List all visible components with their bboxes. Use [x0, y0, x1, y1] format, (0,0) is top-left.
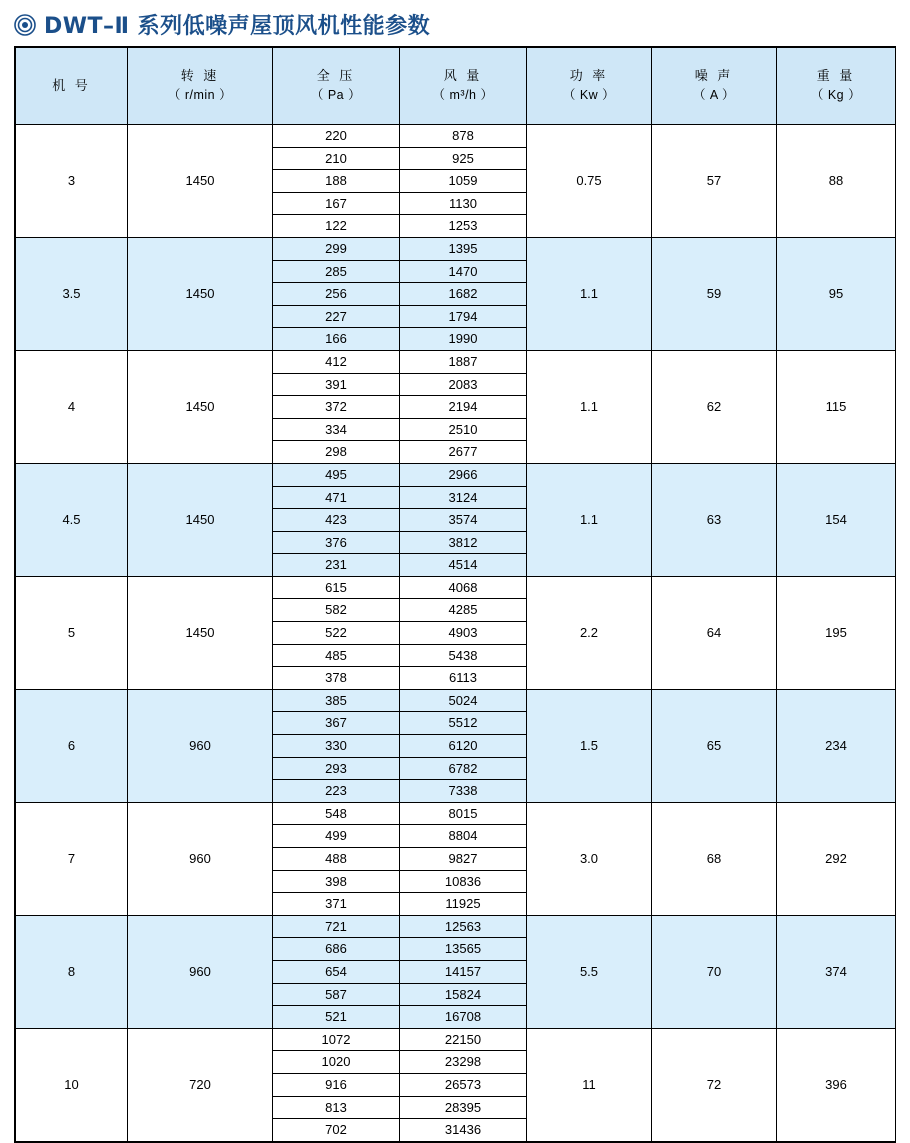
cell-speed: 1450 — [128, 125, 273, 238]
cell-pressure: 285 — [273, 260, 400, 283]
cell-flow: 9827 — [400, 848, 527, 871]
cell-noise: 59 — [652, 237, 777, 350]
cell-speed: 1450 — [128, 463, 273, 576]
cell-flow: 28395 — [400, 1096, 527, 1119]
cell-pressure: 471 — [273, 486, 400, 509]
cell-flow: 925 — [400, 147, 527, 170]
table-row — [16, 237, 896, 260]
cell-weight: 154 — [777, 463, 896, 576]
cell-pressure: 220 — [273, 125, 400, 148]
table-row — [16, 350, 896, 373]
cell-speed: 960 — [128, 802, 273, 915]
header-pressure — [273, 48, 400, 125]
cell-pressure: 654 — [273, 960, 400, 983]
cell-flow: 1130 — [400, 192, 527, 215]
header-power-line2: （ Kw ） — [562, 88, 616, 103]
cell-flow: 2083 — [400, 373, 527, 396]
cell-pressure: 813 — [273, 1096, 400, 1119]
header-row — [16, 48, 896, 125]
cell-flow: 23298 — [400, 1051, 527, 1074]
cell-speed: 1450 — [128, 576, 273, 689]
cell-flow: 3812 — [400, 531, 527, 554]
cell-flow: 1395 — [400, 237, 527, 260]
header-noise — [652, 48, 777, 125]
cell-pressure: 334 — [273, 418, 400, 441]
table-header — [16, 48, 896, 125]
cell-flow: 2510 — [400, 418, 527, 441]
cell-pressure: 376 — [273, 531, 400, 554]
cell-model: 6 — [16, 689, 128, 802]
cell-flow: 26573 — [400, 1073, 527, 1096]
cell-flow: 15824 — [400, 983, 527, 1006]
cell-pressure: 122 — [273, 215, 400, 238]
cell-pressure: 223 — [273, 780, 400, 803]
cell-model: 4.5 — [16, 463, 128, 576]
cell-pressure: 188 — [273, 170, 400, 193]
cell-pressure: 256 — [273, 283, 400, 306]
table-row — [16, 125, 896, 148]
cell-flow: 6113 — [400, 667, 527, 690]
cell-pressure: 210 — [273, 147, 400, 170]
cell-noise: 62 — [652, 350, 777, 463]
cell-speed: 1450 — [128, 350, 273, 463]
cell-pressure: 721 — [273, 915, 400, 938]
cell-flow: 2194 — [400, 396, 527, 419]
cell-flow: 31436 — [400, 1119, 527, 1142]
cell-pressure: 686 — [273, 938, 400, 961]
cell-flow: 3574 — [400, 509, 527, 532]
cell-flow: 878 — [400, 125, 527, 148]
cell-flow: 1794 — [400, 305, 527, 328]
header-weight-line1: 重 量 — [816, 68, 856, 84]
cell-pressure: 702 — [273, 1119, 400, 1142]
cell-model: 10 — [16, 1028, 128, 1141]
cell-flow: 10836 — [400, 870, 527, 893]
cell-speed: 720 — [128, 1028, 273, 1141]
cell-noise: 57 — [652, 125, 777, 238]
cell-flow: 1059 — [400, 170, 527, 193]
cell-flow: 16708 — [400, 1006, 527, 1029]
cell-speed: 1450 — [128, 237, 273, 350]
cell-flow: 8804 — [400, 825, 527, 848]
cell-flow: 3124 — [400, 486, 527, 509]
cell-model: 3.5 — [16, 237, 128, 350]
cell-pressure: 298 — [273, 441, 400, 464]
table-body — [16, 125, 896, 1142]
cell-flow: 5438 — [400, 644, 527, 667]
cell-pressure: 371 — [273, 893, 400, 916]
cell-model: 8 — [16, 915, 128, 1028]
cell-speed: 960 — [128, 915, 273, 1028]
cell-noise: 63 — [652, 463, 777, 576]
header-weight-line2: （ Kg ） — [810, 88, 862, 103]
cell-pressure: 367 — [273, 712, 400, 735]
table-row — [16, 1028, 896, 1051]
table-row — [16, 463, 896, 486]
cell-pressure: 499 — [273, 825, 400, 848]
cell-power: 1.1 — [527, 350, 652, 463]
cell-flow: 1470 — [400, 260, 527, 283]
cell-flow: 5512 — [400, 712, 527, 735]
cell-pressure: 488 — [273, 848, 400, 871]
cell-power: 11 — [527, 1028, 652, 1141]
cell-pressure: 485 — [273, 644, 400, 667]
header-power-line1: 功 率 — [569, 68, 609, 84]
cell-flow: 4068 — [400, 576, 527, 599]
header-model — [16, 48, 128, 125]
header-noise-line1: 噪 声 — [694, 68, 734, 84]
cell-speed: 960 — [128, 689, 273, 802]
target-circle-icon — [14, 14, 36, 36]
cell-pressure: 330 — [273, 735, 400, 758]
cell-noise: 65 — [652, 689, 777, 802]
cell-flow: 4903 — [400, 622, 527, 645]
cell-pressure: 227 — [273, 305, 400, 328]
cell-flow: 5024 — [400, 689, 527, 712]
cell-pressure: 398 — [273, 870, 400, 893]
cell-power: 1.1 — [527, 237, 652, 350]
cell-noise: 64 — [652, 576, 777, 689]
cell-flow: 1887 — [400, 350, 527, 373]
cell-pressure: 299 — [273, 237, 400, 260]
cell-pressure: 167 — [273, 192, 400, 215]
cell-flow: 1990 — [400, 328, 527, 351]
cell-pressure: 916 — [273, 1073, 400, 1096]
cell-noise: 70 — [652, 915, 777, 1028]
header-model-line1: 机 号 — [52, 77, 91, 93]
header-speed-line2: （ r/min ） — [167, 88, 233, 103]
cell-pressure: 385 — [273, 689, 400, 712]
cell-power: 1.5 — [527, 689, 652, 802]
cell-weight: 292 — [777, 802, 896, 915]
cell-pressure: 587 — [273, 983, 400, 1006]
cell-weight: 95 — [777, 237, 896, 350]
header-power — [527, 48, 652, 125]
cell-pressure: 521 — [273, 1006, 400, 1029]
spec-table — [15, 47, 896, 1142]
table-row — [16, 576, 896, 599]
cell-model: 3 — [16, 125, 128, 238]
table-row — [16, 915, 896, 938]
cell-flow: 4285 — [400, 599, 527, 622]
cell-pressure: 391 — [273, 373, 400, 396]
cell-weight: 115 — [777, 350, 896, 463]
cell-flow: 2966 — [400, 463, 527, 486]
header-pressure-line2: （ Pa ） — [310, 88, 362, 103]
cell-flow: 11925 — [400, 893, 527, 916]
cell-flow: 12563 — [400, 915, 527, 938]
header-flow-line1: 风 量 — [443, 68, 483, 84]
header-pressure-line1: 全 压 — [316, 68, 356, 84]
cell-power: 2.2 — [527, 576, 652, 689]
cell-pressure: 582 — [273, 599, 400, 622]
header-flow-line2: （ m³/h ） — [432, 88, 494, 103]
cell-weight: 88 — [777, 125, 896, 238]
header-speed — [128, 48, 273, 125]
cell-pressure: 1072 — [273, 1028, 400, 1051]
cell-model: 4 — [16, 350, 128, 463]
cell-pressure: 615 — [273, 576, 400, 599]
cell-pressure: 412 — [273, 350, 400, 373]
cell-pressure: 522 — [273, 622, 400, 645]
cell-flow: 1253 — [400, 215, 527, 238]
cell-pressure: 423 — [273, 509, 400, 532]
cell-pressure: 378 — [273, 667, 400, 690]
table-row — [16, 689, 896, 712]
cell-weight: 374 — [777, 915, 896, 1028]
cell-flow: 8015 — [400, 802, 527, 825]
cell-weight: 195 — [777, 576, 896, 689]
cell-flow: 13565 — [400, 938, 527, 961]
header-weight — [777, 48, 896, 125]
cell-flow: 14157 — [400, 960, 527, 983]
header-flow — [400, 48, 527, 125]
cell-noise: 72 — [652, 1028, 777, 1141]
table-row — [16, 802, 896, 825]
cell-flow: 1682 — [400, 283, 527, 306]
cell-weight: 396 — [777, 1028, 896, 1141]
spec-table-wrapper — [14, 46, 896, 1143]
cell-flow: 22150 — [400, 1028, 527, 1051]
cell-weight: 234 — [777, 689, 896, 802]
cell-pressure: 548 — [273, 802, 400, 825]
cell-pressure: 166 — [273, 328, 400, 351]
cell-model: 5 — [16, 576, 128, 689]
cell-power: 1.1 — [527, 463, 652, 576]
cell-pressure: 1020 — [273, 1051, 400, 1074]
cell-power: 5.5 — [527, 915, 652, 1028]
cell-flow: 7338 — [400, 780, 527, 803]
page-title-text: DWT–Ⅱ 系列低噪声屋顶风机性能参数 — [44, 13, 431, 39]
cell-noise: 68 — [652, 802, 777, 915]
header-speed-line1: 转 速 — [180, 68, 220, 84]
header-noise-line2: （ A ） — [692, 88, 736, 103]
cell-model: 7 — [16, 802, 128, 915]
page-title — [0, 0, 910, 38]
cell-pressure: 495 — [273, 463, 400, 486]
cell-flow: 4514 — [400, 554, 527, 577]
cell-flow: 6782 — [400, 757, 527, 780]
cell-flow: 2677 — [400, 441, 527, 464]
cell-flow: 6120 — [400, 735, 527, 758]
cell-pressure: 231 — [273, 554, 400, 577]
cell-pressure: 293 — [273, 757, 400, 780]
cell-power: 0.75 — [527, 125, 652, 238]
cell-pressure: 372 — [273, 396, 400, 419]
cell-power: 3.0 — [527, 802, 652, 915]
